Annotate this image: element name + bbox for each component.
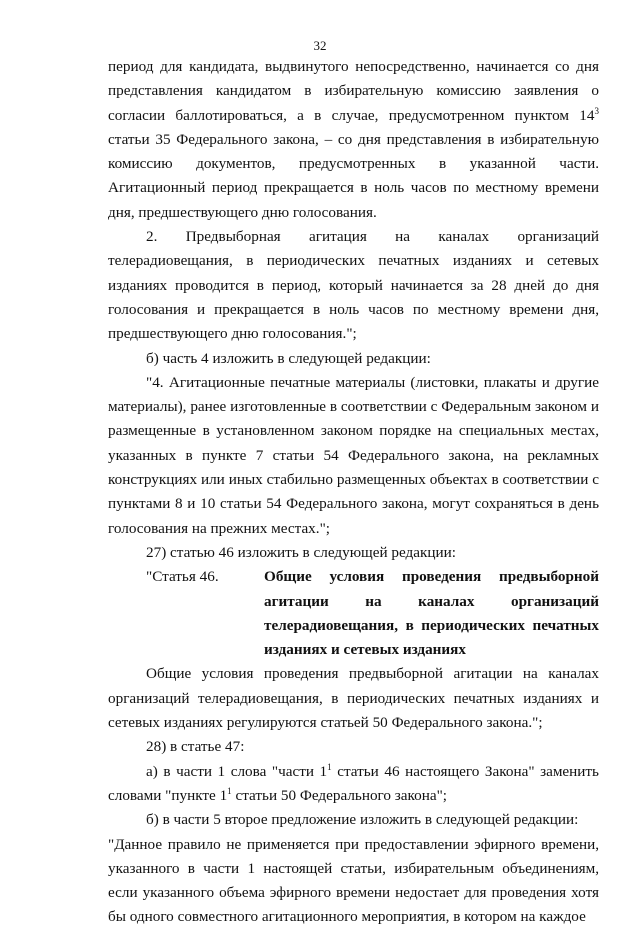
article-number: "Статья 46. [146,568,219,586]
document-body [108,55,599,930]
article-title: Общие условия проведения предвыборной агитации на каналах организаций телерадиовещания, в периодических печатных изданиях и сетевых изданиях [264,568,599,659]
superscript: 1 [327,761,332,772]
paragraph-text: период для кандидата, выдвинутого непосредственно, начинается со дня представления кандидатом в избирательную комиссию заявления о согласии баллотироваться, а в случае, предусмотренном пунктом 14 [108,58,599,124]
superscript: 1 [227,785,232,796]
paragraph-item-27: 27) статью 46 изложить в следующей редакции: [146,543,456,561]
paragraph-quote: "Данное правило не применяется при предоставлении эфирного времени, указанного в части 1 настоящей статьи, избирательным объединениям, если указанного объема эфирного времени недостает для проведения хотя бы одного совместного агитационного мероприятия, в котором на каждое [108,835,599,926]
paragraph-amendment-a [108,760,599,809]
paragraph-continuation [108,55,599,225]
paragraph-item-2: 2. Предвыборная агитация на каналах организаций телерадиовещания, в периодических печатных изданиях и сетевых изданиях проводится в период, который начинается за 28 дней до дня голосования и прекращается в ноль часов по местному времени дня, предшествующего дню голосования."; [108,228,599,343]
paragraph-text: статьи 50 Федерального закона"; [231,786,448,804]
paragraph-amendment-b2: б) в части 5 второе предложение изложить в следующей редакции: [146,811,579,829]
paragraph-amendment-b: б) часть 4 изложить в следующей редакции: [146,349,431,367]
article-heading [108,565,599,662]
superscript: 3 [594,105,599,116]
paragraph-item-28: 28) в статье 47: [146,738,245,756]
paragraph-text: статьи 35 Федерального закона, – со дня представления в избирательную комиссию документов, предусмотренных в указанной части. Агитационный период прекращается в ноль часов по местному времени дня, предшествующего дню голосования. [108,130,599,221]
paragraph-part-4: "4. Агитационные печатные материалы (листовки, плакаты и другие материалы), ранее изготовленные в соответствии с Федеральным законом и размещенные в установленном законом порядке на специальных местах, указанных в пункте 7 статьи 54 Федерального закона, на рекламных конструкциях или иных стабильно размещенных объектах в соответствии с пунктами 8 и 10 статьи 54 Федерального закона, могут сохраняться в день голосования на прежних местах."; [108,373,599,537]
paragraph-text: статьи 46 настоящего Закона" заменить словами "пункте 1 [108,762,599,804]
paragraph-article-46-text: Общие условия проведения предвыборной агитации на каналах организаций телерадиовещания, в периодических печатных изданиях и сетевых изданиях регулируются статьей 50 Федерального закона."; [108,665,599,732]
paragraph-text: а) в части 1 слова "части 1 [146,762,328,780]
page-number: 32 [313,38,327,53]
